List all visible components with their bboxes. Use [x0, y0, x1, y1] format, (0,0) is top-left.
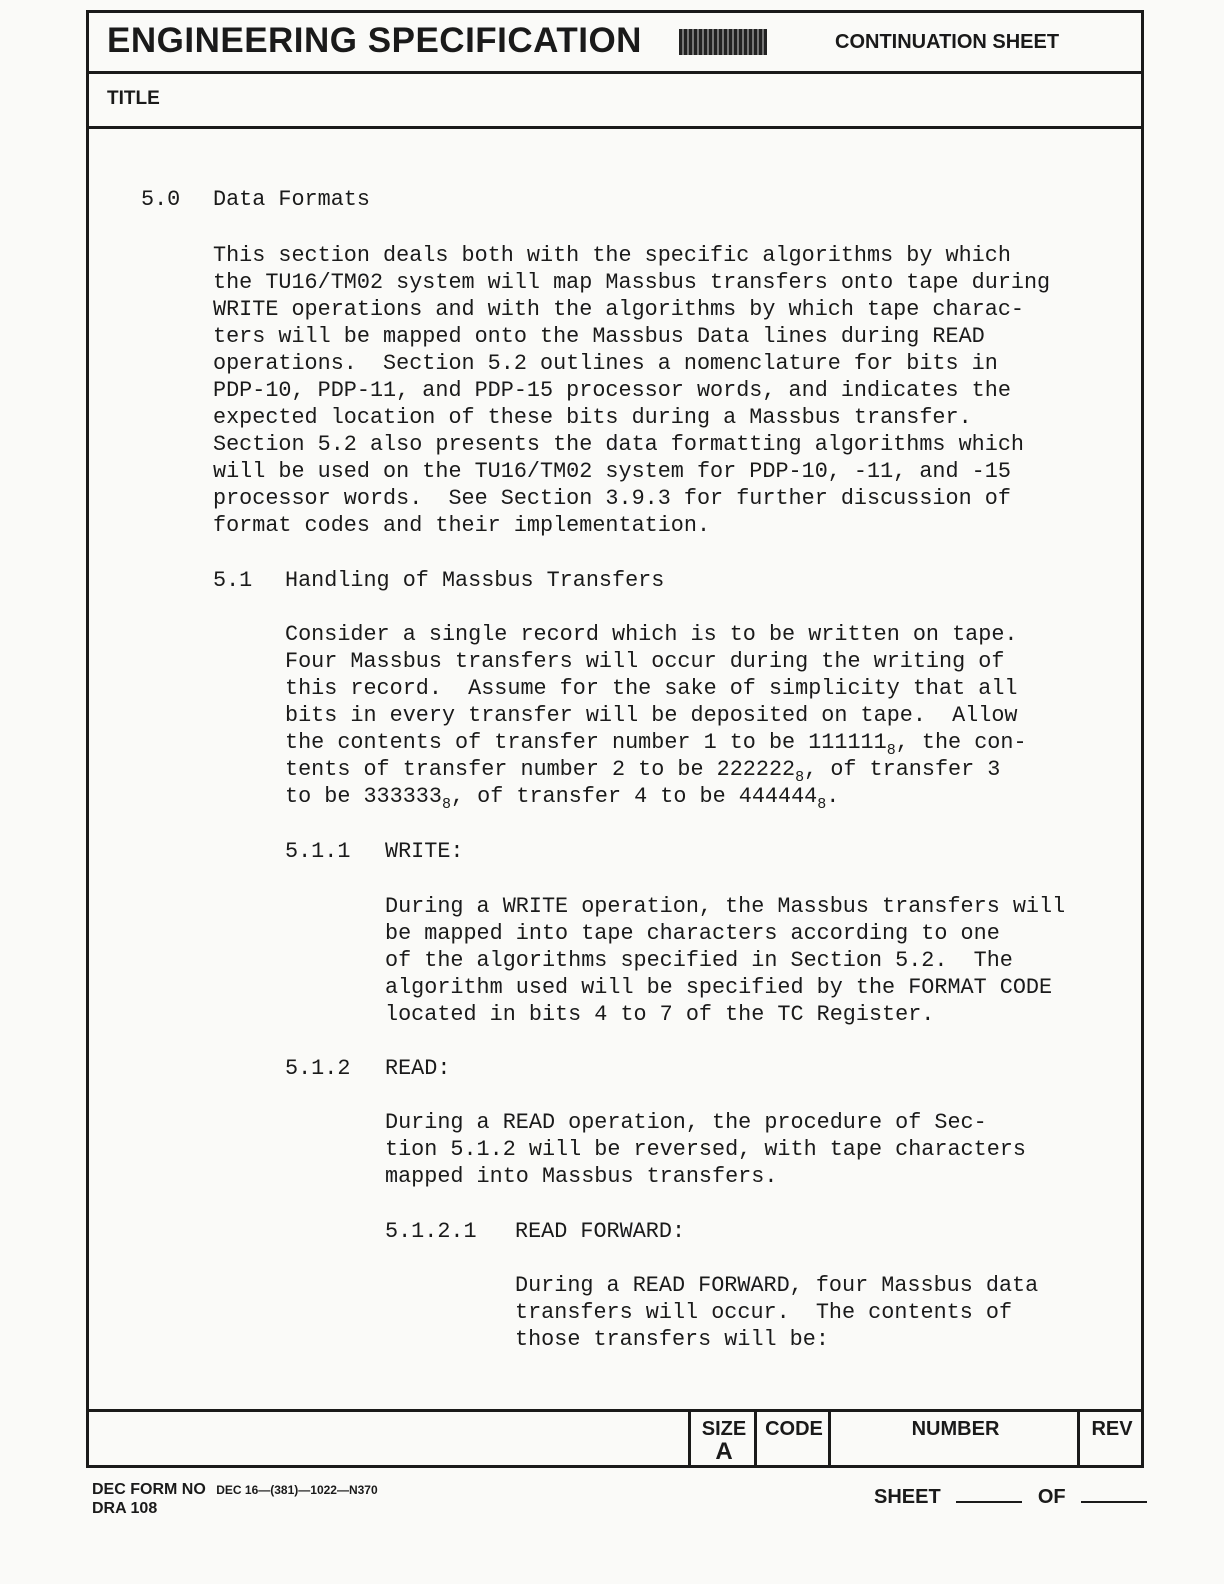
size-cell [688, 1412, 757, 1465]
section-heading: READ: [385, 1056, 451, 1081]
paragraph-line: During a WRITE operation, the Massbus transfers will [385, 894, 1066, 919]
paragraph-line: During a READ operation, the procedure of Sec- [385, 1110, 987, 1135]
text-run: tents of transfer number 2 to be 222222 [285, 757, 796, 782]
size-label: SIZE [701, 1418, 747, 1440]
paragraph-line: bits in every transfer will be deposited on tape. Allow [285, 703, 1018, 728]
paragraph-line [285, 783, 839, 812]
form-no-value: DEC 16—(381)—1022—N370 [216, 1483, 378, 1497]
text-run: the contents of transfer number 1 to be 111111 [285, 730, 887, 755]
sheet-blank [956, 1501, 1022, 1503]
rev-label: REV [1091, 1418, 1133, 1440]
paragraph-line: WRITE operations and with the algorithms by which tape charac- [213, 297, 1024, 322]
form-footer [89, 1409, 1141, 1465]
section-heading: Handling of Massbus Transfers [285, 568, 665, 593]
number-label: NUMBER [911, 1418, 1000, 1440]
code-label: CODE [765, 1418, 823, 1440]
paragraph-line [285, 729, 1027, 758]
section-heading: READ FORWARD: [515, 1219, 686, 1244]
section-heading: WRITE: [385, 839, 464, 864]
text-run: , of transfer 4 to be 444444 [450, 784, 818, 809]
paragraph-line: ters will be mapped onto the Massbus Data lines during READ [213, 324, 985, 349]
code-cell [754, 1412, 831, 1465]
section-heading: Data Formats [213, 187, 370, 212]
number-cell [828, 1412, 1080, 1465]
paragraph-line: expected location of these bits during a Massbus transfer. [213, 405, 972, 430]
of-blank [1081, 1501, 1147, 1503]
document-body [89, 129, 1141, 1409]
form-title: ENGINEERING SPECIFICATION [107, 21, 642, 60]
dec-logo-icon [679, 29, 767, 55]
paragraph-line: During a READ FORWARD, four Massbus data [515, 1273, 1039, 1298]
section-number: 5.0 [141, 187, 181, 212]
text-run: to be 333333 [285, 784, 442, 809]
subscript: 8 [441, 796, 451, 813]
paragraph-line: of the algorithms specified in Section 5.2. The [385, 948, 1013, 973]
paragraph-line: Section 5.2 also presents the data formatting algorithms which [213, 432, 1024, 457]
paragraph-line: tion 5.1.2 will be reversed, with tape characters [385, 1137, 1026, 1162]
section-number: 5.1.1 [285, 839, 351, 864]
paragraph-line: located in bits 4 to 7 of the TC Register. [385, 1002, 935, 1027]
title-label: TITLE [107, 88, 160, 109]
paragraph-line: this record. Assume for the sake of simplicity that all [285, 676, 1018, 701]
form-number [92, 1481, 378, 1499]
paragraph-line: algorithm used will be specified by the FORMAT CODE [385, 975, 1053, 1000]
section-number: 5.1.2.1 [385, 1219, 477, 1244]
paragraph-line: Four Massbus transfers will occur during the writing of [285, 649, 1005, 674]
form-no-label: DEC FORM NO [92, 1481, 206, 1498]
paragraph-line: PDP-10, PDP-11, and PDP-15 processor words, and indicates the [213, 378, 1011, 403]
section-number: 5.1.2 [285, 1056, 351, 1081]
text-run: , the con- [895, 730, 1027, 755]
paragraph-line: This section deals both with the specific algorithms by which [213, 243, 1011, 268]
paragraph-line: those transfers will be: [515, 1327, 829, 1352]
paragraph-line: format codes and their implementation. [213, 513, 711, 538]
paragraph-line: be mapped into tape characters according to one [385, 921, 1000, 946]
paragraph-line: will be used on the TU16/TM02 system for PDP-10, -11, and -15 [213, 459, 1011, 484]
sheet-type: CONTINUATION SHEET [835, 31, 1060, 53]
specification-form-frame [86, 10, 1144, 1468]
size-value: A [715, 1438, 733, 1465]
paragraph-line: transfers will occur. The contents of [515, 1300, 1013, 1325]
rev-cell [1077, 1412, 1144, 1465]
paragraph-line: operations. Section 5.2 outlines a nomenclature for bits in [213, 351, 998, 376]
paragraph-line: Consider a single record which is to be written on tape. [285, 622, 1018, 647]
sheet-label: SHEET [874, 1486, 941, 1508]
paragraph-line: processor words. See Section 3.9.3 for further discussion of [213, 486, 1011, 511]
title-row [89, 74, 1141, 129]
form-header [89, 13, 1141, 74]
paragraph-line [285, 756, 1000, 785]
subscript: 8 [886, 742, 896, 759]
text-run: , of transfer 3 [804, 757, 1001, 782]
text-run: . [826, 784, 840, 809]
dra-number: DRA 108 [92, 1500, 158, 1517]
of-label: OF [1037, 1486, 1066, 1508]
paragraph-line: mapped into Massbus transfers. [385, 1164, 778, 1189]
section-number: 5.1 [213, 568, 253, 593]
sheet-indicator [874, 1486, 1147, 1509]
paragraph-line: the TU16/TM02 system will map Massbus transfers onto tape during [213, 270, 1051, 295]
subscript: 8 [795, 769, 805, 786]
subscript: 8 [817, 796, 827, 813]
